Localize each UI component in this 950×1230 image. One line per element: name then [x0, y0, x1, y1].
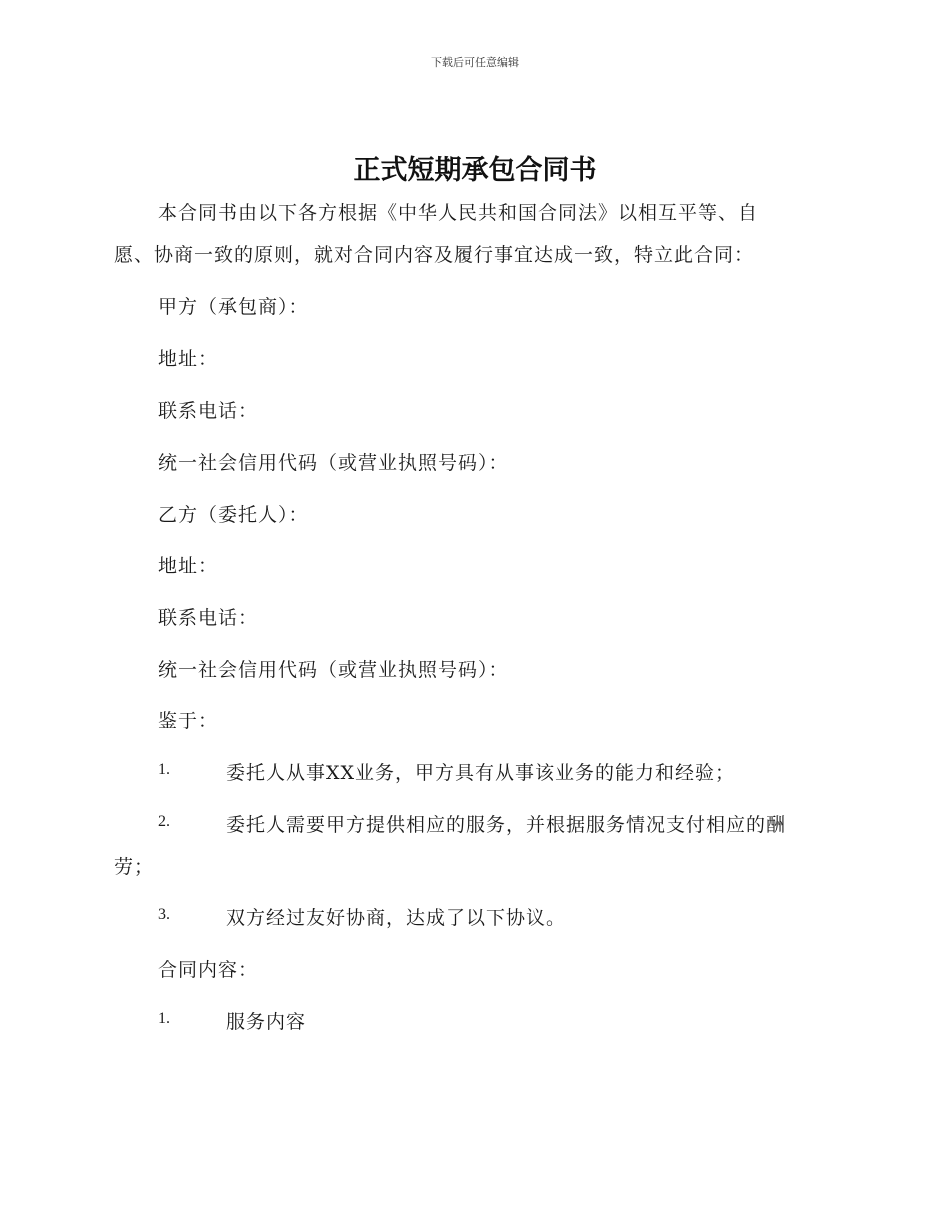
party-b-credit-code: 统一社会信用代码（或营业执照号码）：	[158, 659, 509, 681]
contents-item-text: 服务内容	[226, 1011, 307, 1033]
whereas-item-text: 委托人需要甲方提供相应的服务，并根据服务情况支付相应的酬	[226, 814, 787, 836]
party-b-phone: 联系电话：	[158, 607, 259, 629]
document-title: 正式短期承包合同书	[353, 155, 597, 186]
party-a-label: 甲方（承包商）：	[158, 296, 309, 318]
intro-line-1: 本合同书由以下各方根据《中华人民共和国合同法》以相互平等、自	[158, 202, 759, 224]
whereas-item-number: 3.	[158, 906, 170, 923]
whereas-item-continuation: 劳；	[114, 856, 155, 878]
contents-label: 合同内容：	[158, 959, 259, 981]
party-b-address: 地址：	[158, 555, 219, 577]
whereas-item-text: 双方经过友好协商，达成了以下协议。	[226, 907, 567, 929]
party-a-phone: 联系电话：	[158, 400, 259, 422]
contents-item-number: 1.	[158, 1010, 170, 1027]
whereas-item-number: 2.	[158, 813, 170, 830]
whereas-item-number: 1.	[158, 761, 170, 778]
whereas-label: 鉴于：	[158, 710, 219, 732]
header-note: 下载后可任意编辑	[431, 56, 519, 69]
intro-line-2: 愿、协商一致的原则，就对合同内容及履行事宜达成一致，特立此合同：	[114, 244, 755, 266]
whereas-item-text: 委托人从事XX业务，甲方具有从事该业务的能力和经验；	[226, 762, 736, 784]
party-b-label: 乙方（委托人）：	[158, 504, 309, 526]
party-a-address: 地址：	[158, 348, 219, 370]
party-a-credit-code: 统一社会信用代码（或营业执照号码）：	[158, 452, 509, 474]
